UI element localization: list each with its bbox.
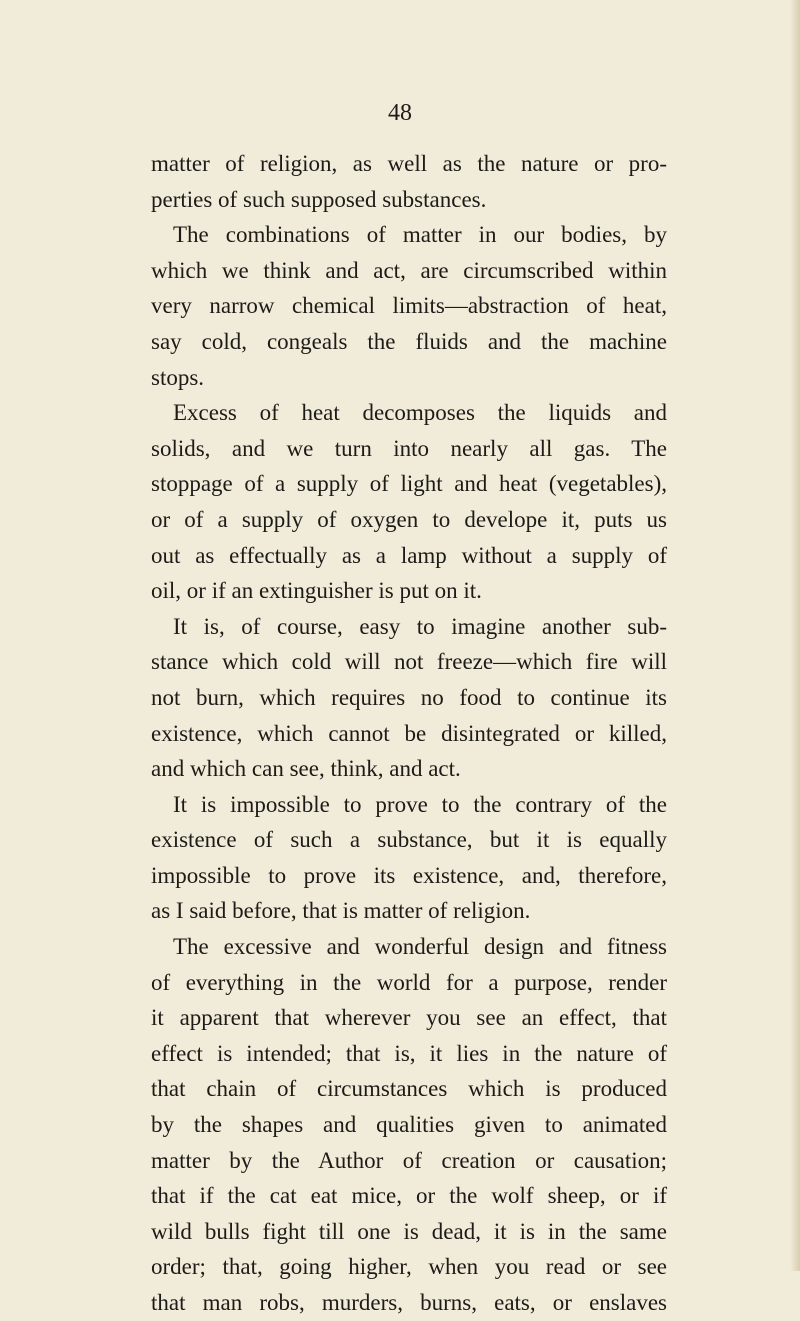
text-line: stance which cold will not freeze—which fire will bbox=[151, 649, 667, 675]
text-line: of everything in the world for a purpose, render bbox=[151, 969, 667, 995]
text-line: out as effectually as a lamp without a supply of bbox=[151, 542, 667, 568]
text-line: stops. bbox=[151, 364, 205, 390]
text-line: It is, of course, easy to imagine another sub- bbox=[173, 613, 667, 639]
text-line: say cold, congeals the fluids and the machine bbox=[151, 328, 667, 354]
page-number: 48 bbox=[388, 100, 412, 126]
text-line: order; that, going higher, when you read or see bbox=[151, 1254, 667, 1280]
text-line: The combinations of matter in our bodies, by bbox=[173, 222, 667, 248]
text-line: oil, or if an extinguisher is put on it. bbox=[151, 578, 482, 604]
text-line: and which can see, think, and act. bbox=[151, 756, 461, 782]
text-line: effect is intended; that is, it lies in the nature of bbox=[151, 1040, 667, 1066]
text-line: by the shapes and qualities given to animated bbox=[151, 1112, 667, 1138]
body-text bbox=[151, 146, 667, 1321]
text-line: wild bulls fight till one is dead, it is in the same bbox=[151, 1218, 667, 1244]
text-line: The excessive and wonderful design and fitness bbox=[173, 934, 667, 960]
text-line: perties of such supposed substances. bbox=[151, 186, 487, 212]
text-line: that if the cat eat mice, or the wolf sheep, or if bbox=[151, 1183, 667, 1209]
text-line: stoppage of a supply of light and heat (vegetables), bbox=[151, 471, 667, 497]
text-line: matter by the Author of creation or causation; bbox=[151, 1147, 667, 1173]
text-line: as I said before, that is matter of religion. bbox=[151, 898, 531, 924]
text-line: existence, which cannot be disintegrated or killed, bbox=[151, 720, 667, 746]
text-line: not burn, which requires no food to continue its bbox=[151, 684, 667, 710]
text-line: it apparent that wherever you see an effect, that bbox=[151, 1005, 667, 1031]
text-line: existence of such a substance, but it is equally bbox=[151, 827, 667, 853]
text-line: or of a supply of oxygen to develope it, puts us bbox=[151, 506, 667, 532]
text-line: impossible to prove its existence, and, therefore, bbox=[151, 862, 667, 888]
text-line: matter of religion, as well as the nature or pro- bbox=[151, 151, 667, 176]
text-line: that chain of circumstances which is produced bbox=[151, 1076, 667, 1102]
text-line: very narrow chemical limits—abstraction of heat, bbox=[151, 293, 667, 319]
text-line: which we think and act, are circumscribed within bbox=[151, 257, 667, 283]
text-line: that man robs, murders, burns, eats, or enslaves bbox=[151, 1290, 667, 1315]
text-line: It is impossible to prove to the contrary of the bbox=[173, 791, 667, 817]
text-line: solids, and we turn into nearly all gas. The bbox=[151, 435, 667, 461]
text-line: Excess of heat decomposes the liquids and bbox=[173, 400, 667, 426]
page-edge-shadow bbox=[790, 0, 800, 1271]
